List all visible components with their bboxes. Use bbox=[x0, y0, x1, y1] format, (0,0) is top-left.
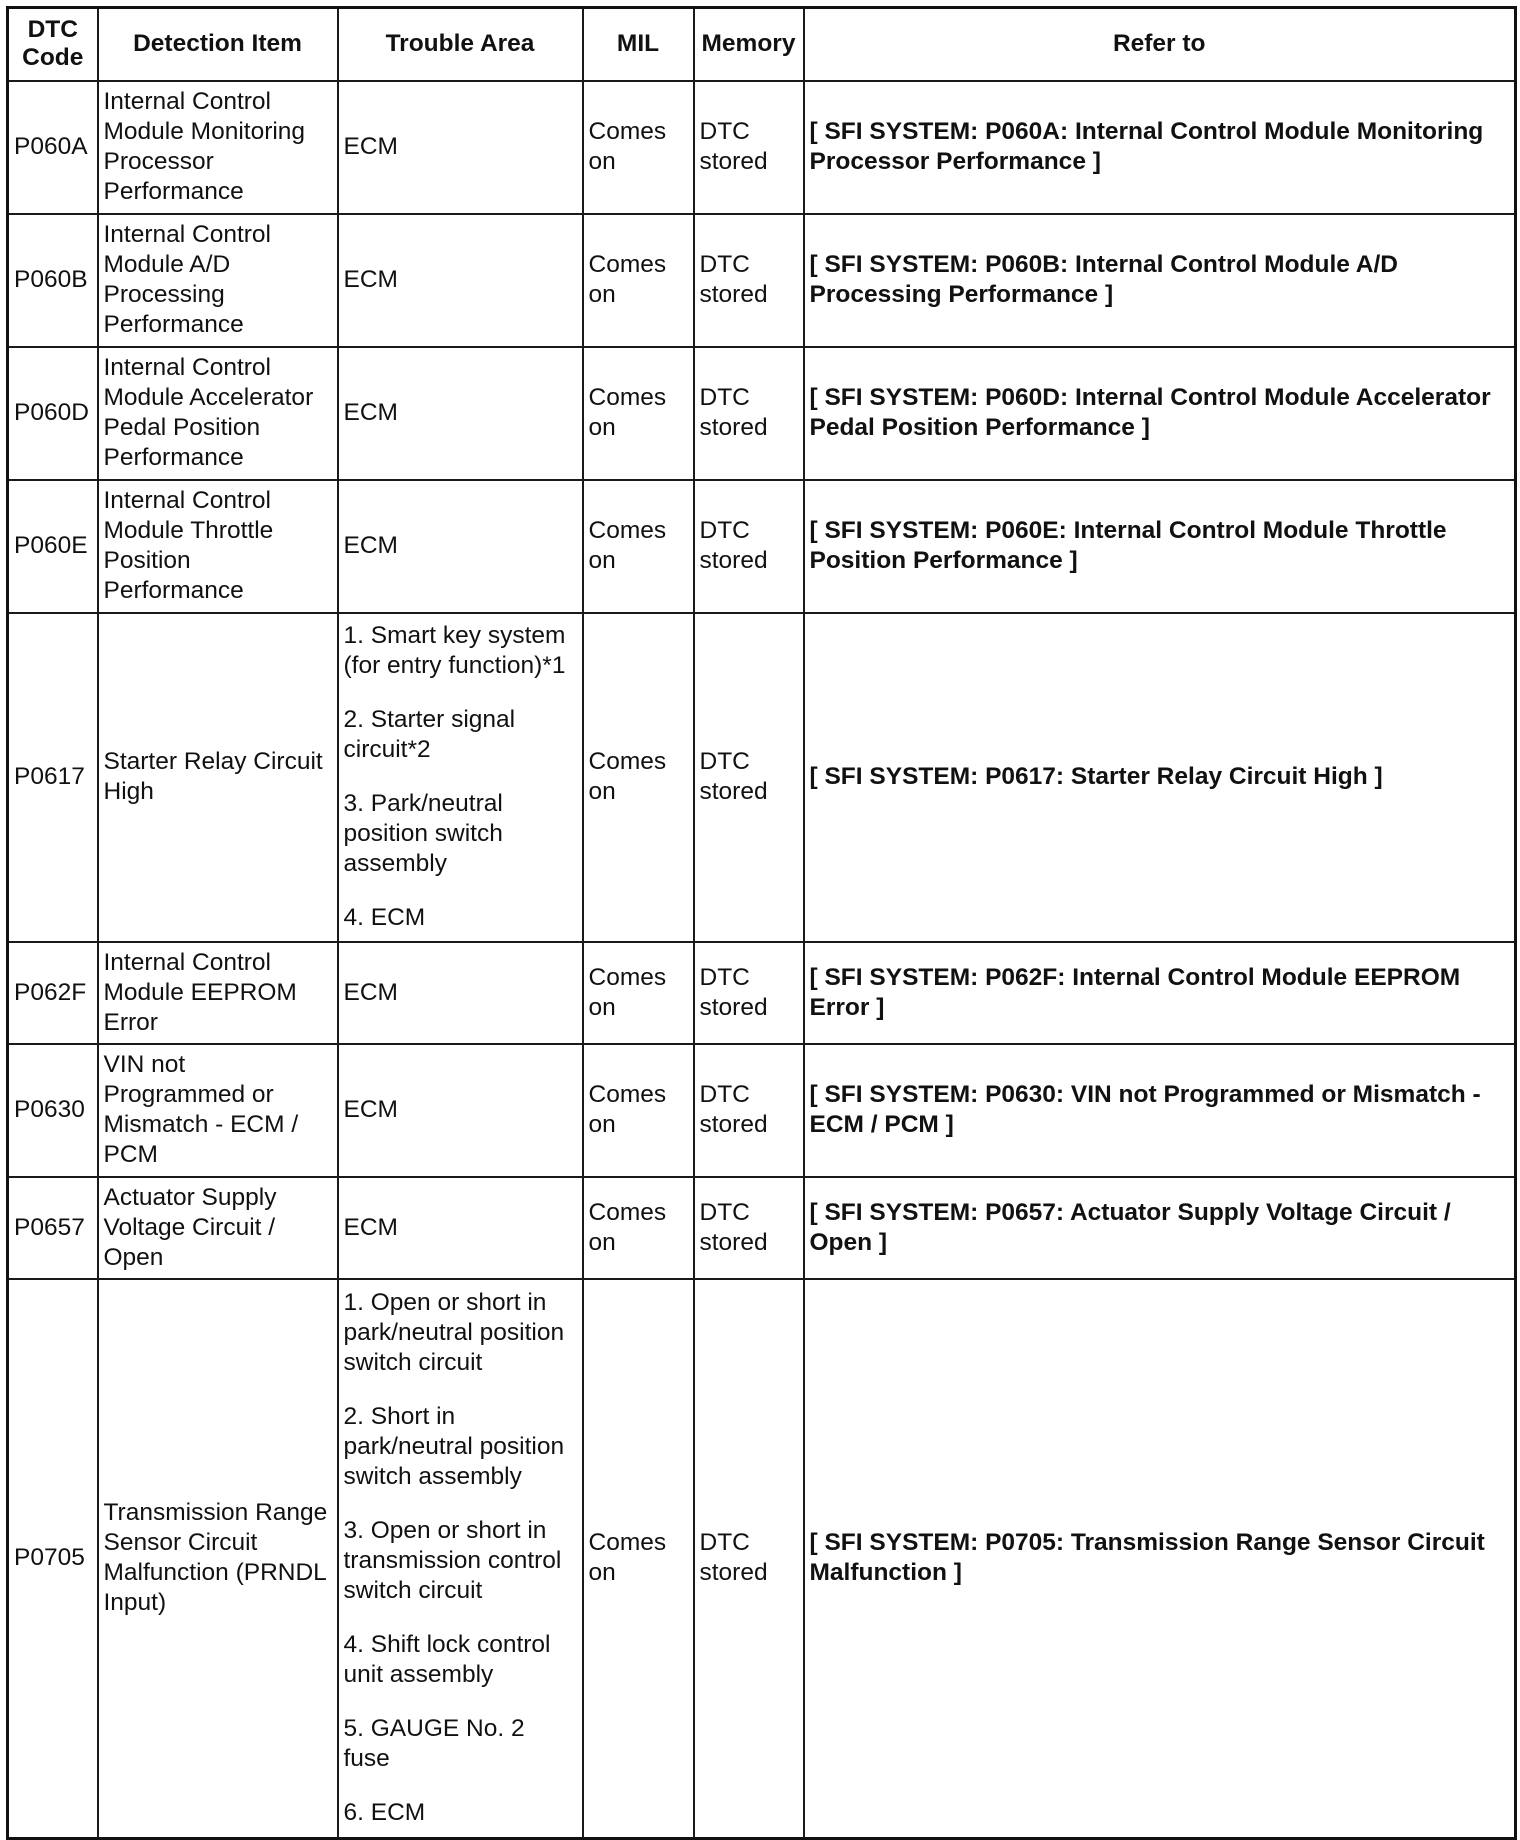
detection-item-cell: Internal Control Module Throttle Position Performance bbox=[98, 480, 338, 613]
detection-item-cell: Transmission Range Sensor Circuit Malfunction (PRNDL Input) bbox=[98, 1279, 338, 1839]
dtc-code-cell: P0657 bbox=[8, 1177, 98, 1279]
trouble-area-item: 3. Open or short in transmission control switch circuit bbox=[343, 1517, 562, 1605]
refer-to-link[interactable]: [ SFI SYSTEM: P0657: Actuator Supply Voltage Circuit / Open ] bbox=[804, 1177, 1516, 1279]
dtc-code-cell: P0617 bbox=[8, 613, 98, 942]
trouble-area-list bbox=[344, 1288, 577, 1828]
trouble-area-cell: ECM bbox=[338, 347, 583, 480]
table-row bbox=[8, 613, 1516, 942]
trouble-area-cell bbox=[338, 1279, 583, 1839]
header-row bbox=[8, 8, 1516, 81]
detection-item-cell: Actuator Supply Voltage Circuit / Open bbox=[98, 1177, 338, 1279]
dtc-code-cell: P0630 bbox=[8, 1044, 98, 1177]
mil-cell: Comes on bbox=[583, 613, 694, 942]
memory-cell: DTC stored bbox=[694, 81, 804, 214]
header-dtc-code: DTC Code bbox=[8, 8, 98, 81]
header-detection-item: Detection Item bbox=[98, 8, 338, 81]
refer-to-link[interactable]: [ SFI SYSTEM: P062F: Internal Control Module EEPROM Error ] bbox=[804, 942, 1516, 1044]
mil-cell: Comes on bbox=[583, 347, 694, 480]
table-row bbox=[8, 81, 1516, 214]
trouble-area-cell: ECM bbox=[338, 1044, 583, 1177]
memory-cell: DTC stored bbox=[694, 1044, 804, 1177]
trouble-area-item: 5. GAUGE No. 2 fuse bbox=[343, 1715, 525, 1773]
memory-cell: DTC stored bbox=[694, 1177, 804, 1279]
memory-cell: DTC stored bbox=[694, 480, 804, 613]
table-row bbox=[8, 1279, 1516, 1839]
mil-cell: Comes on bbox=[583, 214, 694, 347]
trouble-area-cell: ECM bbox=[338, 81, 583, 214]
detection-item-cell: VIN not Programmed or Mismatch - ECM / PCM bbox=[98, 1044, 338, 1177]
trouble-area-cell: ECM bbox=[338, 480, 583, 613]
dtc-code-cell: P060D bbox=[8, 347, 98, 480]
detection-item-cell: Internal Control Module Accelerator Pedal Position Performance bbox=[98, 347, 338, 480]
trouble-area-item: 4. ECM bbox=[343, 904, 426, 931]
trouble-area-list bbox=[344, 621, 577, 933]
memory-cell: DTC stored bbox=[694, 613, 804, 942]
detection-item-cell: Starter Relay Circuit High bbox=[98, 613, 338, 942]
header-refer-to: Refer to bbox=[804, 8, 1516, 81]
dtc-table bbox=[6, 6, 1517, 1840]
trouble-area-item: 2. Starter signal circuit*2 bbox=[343, 706, 516, 763]
refer-to-link[interactable]: [ SFI SYSTEM: P060A: Internal Control Module Monitoring Processor Performance ] bbox=[804, 81, 1516, 214]
dtc-code-cell: P0705 bbox=[8, 1279, 98, 1839]
trouble-area-item: 2. Short in park/neutral position switch assembly bbox=[343, 1403, 565, 1491]
table-row bbox=[8, 480, 1516, 613]
mil-cell: Comes on bbox=[583, 1044, 694, 1177]
header-mil: MIL bbox=[583, 8, 694, 81]
table-row bbox=[8, 1044, 1516, 1177]
dtc-code-cell: P060E bbox=[8, 480, 98, 613]
refer-to-link[interactable]: [ SFI SYSTEM: P060D: Internal Control Module Accelerator Pedal Position Performance ] bbox=[804, 347, 1516, 480]
refer-to-link[interactable]: [ SFI SYSTEM: P0617: Starter Relay Circuit High ] bbox=[804, 613, 1516, 942]
trouble-area-cell: ECM bbox=[338, 942, 583, 1044]
table-row bbox=[8, 942, 1516, 1044]
detection-item-cell: Internal Control Module A/D Processing Performance bbox=[98, 214, 338, 347]
trouble-area-item: 3. Park/neutral position switch assembly bbox=[343, 790, 503, 877]
detection-item-cell: Internal Control Module Monitoring Processor Performance bbox=[98, 81, 338, 214]
mil-cell: Comes on bbox=[583, 942, 694, 1044]
mil-cell: Comes on bbox=[583, 1279, 694, 1839]
trouble-area-cell: ECM bbox=[338, 214, 583, 347]
refer-to-link[interactable]: [ SFI SYSTEM: P0705: Transmission Range Sensor Circuit Malfunction ] bbox=[804, 1279, 1516, 1839]
dtc-code-cell: P062F bbox=[8, 942, 98, 1044]
table-row bbox=[8, 347, 1516, 480]
memory-cell: DTC stored bbox=[694, 214, 804, 347]
trouble-area-item: 1. Open or short in park/neutral position switch circuit bbox=[343, 1289, 565, 1377]
dtc-code-cell: P060B bbox=[8, 214, 98, 347]
dtc-code-cell: P060A bbox=[8, 81, 98, 214]
refer-to-link[interactable]: [ SFI SYSTEM: P0630: VIN not Programmed or Mismatch - ECM / PCM ] bbox=[804, 1044, 1516, 1177]
memory-cell: DTC stored bbox=[694, 942, 804, 1044]
table-row bbox=[8, 214, 1516, 347]
detection-item-cell: Internal Control Module EEPROM Error bbox=[98, 942, 338, 1044]
trouble-area-item: 4. Shift lock control unit assembly bbox=[343, 1631, 551, 1689]
header-trouble-area: Trouble Area bbox=[338, 8, 583, 81]
refer-to-link[interactable]: [ SFI SYSTEM: P060B: Internal Control Module A/D Processing Performance ] bbox=[804, 214, 1516, 347]
table-row bbox=[8, 1177, 1516, 1279]
dtc-table-body bbox=[8, 81, 1516, 1839]
mil-cell: Comes on bbox=[583, 1177, 694, 1279]
mil-cell: Comes on bbox=[583, 480, 694, 613]
refer-to-link[interactable]: [ SFI SYSTEM: P060E: Internal Control Module Throttle Position Performance ] bbox=[804, 480, 1516, 613]
mil-cell: Comes on bbox=[583, 81, 694, 214]
header-memory: Memory bbox=[694, 8, 804, 81]
trouble-area-cell bbox=[338, 613, 583, 942]
trouble-area-item: 1. Smart key system (for entry function)*1 bbox=[343, 622, 566, 679]
trouble-area-cell: ECM bbox=[338, 1177, 583, 1279]
memory-cell: DTC stored bbox=[694, 1279, 804, 1839]
memory-cell: DTC stored bbox=[694, 347, 804, 480]
trouble-area-item: 6. ECM bbox=[343, 1799, 426, 1827]
